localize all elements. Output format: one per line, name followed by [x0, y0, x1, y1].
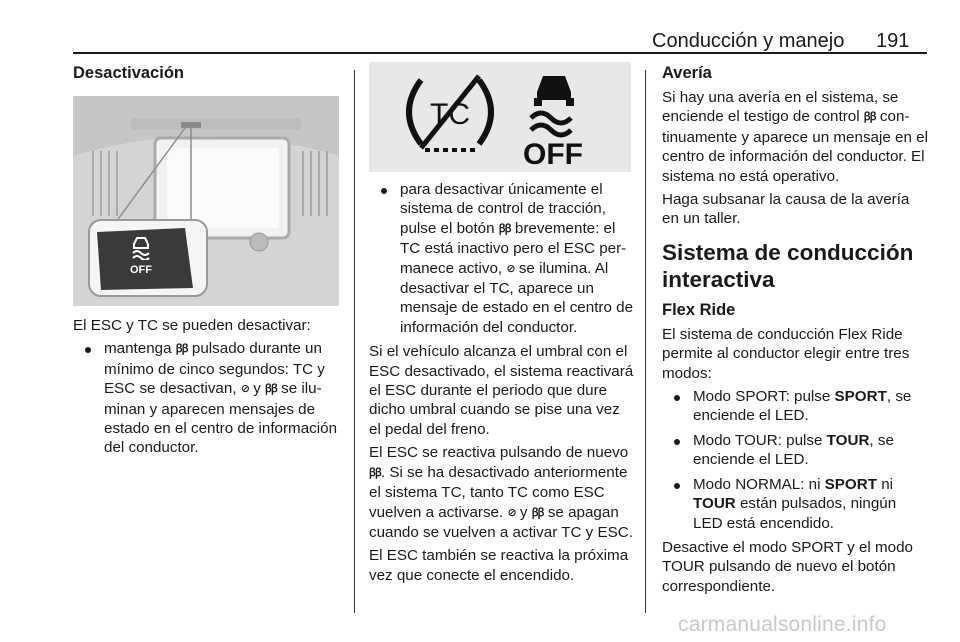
warning-lamps-figure: [369, 62, 631, 172]
text-segment: , se enciende el LED.: [693, 431, 894, 469]
text-segment: ni: [877, 475, 894, 493]
bullet-dot: [381, 188, 387, 194]
paragraph-threshold: Si el vehículo alcanza el umbral con el ESC desactivado, el sistema reactivará el ESC durante el periodo que dure dicho umbral cuando se pise una vez el pedal del freno.: [369, 343, 634, 438]
off-caption: OFF: [130, 264, 152, 277]
paragraph-ignition: El ESC también se reactiva la próxima vez que conecte el encendido.: [369, 547, 629, 584]
tc-icon-label: TC: [430, 98, 470, 131]
bullet-dot: [674, 395, 680, 401]
paragraph-flexride: El sistema de conducción Flex Ride permite al conductor elegir entre tres modos:: [662, 325, 910, 382]
column-divider-1: [354, 70, 355, 613]
text-segment: y: [248, 380, 266, 398]
warning-lamps-illustration: [369, 62, 631, 172]
bullet-dot: [674, 439, 680, 445]
tc-lamp-icon: ⊘: [506, 262, 515, 275]
esc-button-icon: ꞵꞵ: [175, 343, 188, 356]
text-segment: Modo NORMAL: ni: [693, 475, 825, 493]
subsection-title: Flex Ride: [662, 300, 736, 319]
dashboard-illustration: [73, 96, 339, 306]
tour-key: TOUR: [826, 431, 870, 449]
text-segment: El ESC se reactiva pulsando de nuevo: [369, 444, 629, 462]
text-segment: y: [515, 503, 532, 521]
section-title: Sistema de conducción interactiva: [662, 239, 914, 292]
text-segment: se iluminan y aparecen mensajes de estado en el centro de información del conductor.: [104, 380, 338, 457]
bullet-normal-mode: [668, 475, 928, 533]
watermark: carmanualsonline.info: [678, 613, 887, 636]
text-segment: Modo TOUR: pulse: [693, 431, 827, 449]
sport-key: SPORT: [834, 388, 887, 406]
running-header-title: Conducción y manejo: [652, 30, 845, 52]
paragraph-fault: [662, 88, 928, 186]
column-1: [73, 62, 341, 463]
bullet-hold-button: [79, 339, 341, 457]
tc-lamp-icon: ⊘: [507, 506, 516, 519]
bullet-dot: [85, 347, 91, 353]
paragraph-workshop: Haga subsanar la causa de la avería en un taller.: [662, 191, 910, 228]
heading-desactivacion: Desactivación: [73, 64, 184, 82]
column-2: [369, 62, 635, 589]
bullet-tour-mode: [668, 431, 928, 470]
text-segment: pulsado durante un mínimo de cinco segundos: TC y ESC se desactivan,: [104, 340, 325, 398]
car-skid-icon: [128, 234, 154, 260]
column-divider-2: [645, 70, 646, 613]
page-number: 191: [876, 30, 910, 52]
column-3: [662, 62, 928, 600]
text-segment: para desactivar únicamente el sistema de control de tracción, pulse el botón: [400, 181, 606, 237]
text-segment: brevemente: el TC está inactivo pero el ESC permanece activo,: [400, 219, 627, 277]
esc-lamp-icon: ꞵꞵ: [265, 383, 277, 396]
traction-off-icon: [121, 234, 161, 284]
text-segment: Si hay una avería en el sistema, se enciende el testigo de control: [662, 89, 899, 126]
esc-button-icon: ꞵꞵ: [369, 466, 381, 479]
text-segment: . Si se ha desactivado anteriormente el sistema TC, tanto TC como ESC vuelven a activarse.: [369, 463, 628, 521]
esc-lamp-icon: ꞵꞵ: [863, 111, 876, 124]
text-segment: continuamente y aparece un mensaje en el centro de información del conductor. El sistema no está operativo.: [662, 108, 928, 185]
text-segment: mantenga: [104, 340, 176, 358]
text-segment: Modo SPORT: pulse: [693, 388, 835, 406]
esc-lamp-icon: ꞵꞵ: [531, 506, 544, 519]
paragraph-reactivation: [369, 443, 635, 542]
text-segment: se apagan cuando se vuelven a activar TC y ESC.: [369, 503, 633, 541]
text-segment: , se enciende el LED.: [693, 388, 912, 425]
intro-text: El ESC y TC se pueden desactivar:: [73, 317, 311, 334]
heading-averia: Avería: [662, 64, 712, 82]
bullet-dot: [674, 483, 680, 489]
esc-button-icon: ꞵꞵ: [498, 222, 511, 235]
header-rule: [73, 52, 927, 54]
bullet-short-press: [375, 180, 635, 337]
sport-key: SPORT: [824, 475, 877, 493]
paragraph-deactivate-mode: Desactive el modo SPORT y el modo TOUR pulsando de nuevo el botón correspondiente.: [662, 538, 913, 595]
dashboard-figure: [73, 96, 339, 306]
text-segment: están pulsados, ningún LED está encendido.: [693, 495, 897, 532]
text-segment: se ilumina. Al desactivar el TC, aparece un mensaje de estado en el centro de información del conductor.: [400, 259, 634, 336]
bullet-sport-mode: [668, 387, 928, 426]
off-icon-label: OFF: [523, 138, 583, 171]
tour-key: TOUR: [693, 495, 736, 513]
tc-lamp-icon: ⊘: [240, 383, 249, 396]
